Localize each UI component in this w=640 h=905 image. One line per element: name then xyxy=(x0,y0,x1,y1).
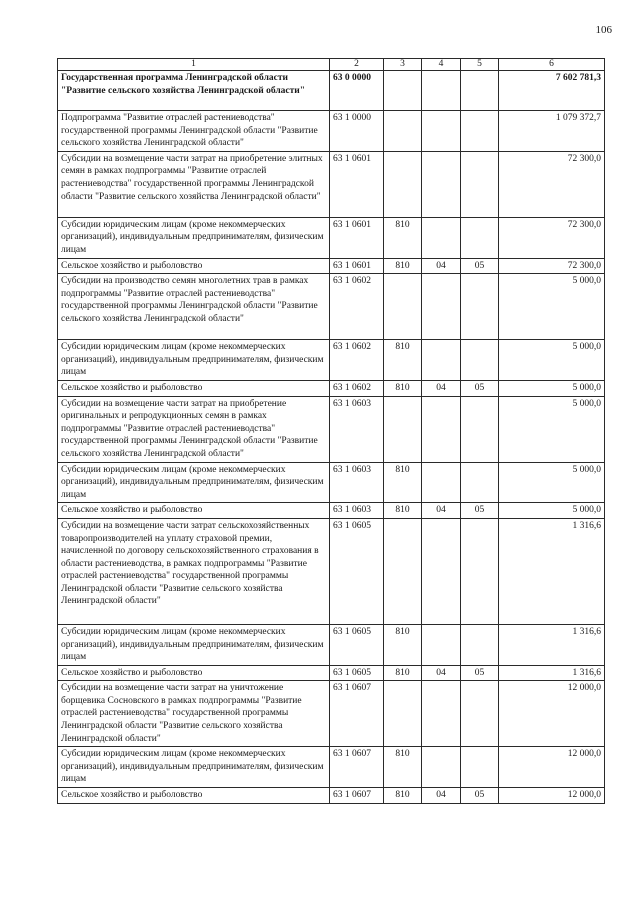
header-row xyxy=(58,59,605,71)
row-rz-cell xyxy=(422,747,461,788)
table-row xyxy=(58,274,605,340)
row-name-cell: Субсидии на возмещение части затрат на приобретение элитных семян в рамках подпрограммы "Развитие отраслей растениеводства" государственной программы Ленинградской области "Развитие сельского хозяйства Ленинградской области" xyxy=(58,151,330,217)
row-code-cell: 63 1 0601 xyxy=(330,217,384,258)
row-pr-cell xyxy=(461,217,499,258)
row-rz-cell: 04 xyxy=(422,788,461,804)
row-vr-cell: 810 xyxy=(384,665,422,681)
row-name-cell: Сельское хозяйство и рыболовство xyxy=(58,665,330,681)
column-header-2: 2 xyxy=(330,59,384,71)
row-code-cell: 63 1 0605 xyxy=(330,624,384,665)
table-header xyxy=(58,59,605,71)
row-rz-cell xyxy=(422,681,461,747)
row-pr-cell xyxy=(461,624,499,665)
row-rz-cell: 04 xyxy=(422,665,461,681)
table-row xyxy=(58,151,605,217)
row-amount-cell: 72 300,0 xyxy=(499,258,605,274)
row-pr-cell xyxy=(461,462,499,503)
row-vr-cell xyxy=(384,396,422,462)
row-rz-cell xyxy=(422,151,461,217)
table-row xyxy=(58,462,605,503)
row-pr-cell xyxy=(461,681,499,747)
page-number: 106 xyxy=(595,24,612,36)
row-name-cell: Субсидии на производство семян многолетних трав в рамках подпрограммы "Развитие отраслей растениеводства" государственной программы Ленинградской области "Развитие сельского хозяйства Ленинградской области" xyxy=(58,274,330,340)
row-pr-cell: 05 xyxy=(461,788,499,804)
row-pr-cell xyxy=(461,111,499,152)
row-name-cell: Подпрограмма "Развитие отраслей растениеводства" государственной программы Ленинградской области "Развитие сельского хозяйства Ленинградской области" xyxy=(58,111,330,152)
row-code-cell: 63 1 0601 xyxy=(330,151,384,217)
row-pr-cell xyxy=(461,747,499,788)
row-vr-cell xyxy=(384,71,422,111)
table-row xyxy=(58,340,605,381)
table-row xyxy=(58,503,605,519)
row-rz-cell xyxy=(422,274,461,340)
row-name-cell: Государственная программа Ленинградской области "Развитие сельского хозяйства Ленинградской области" xyxy=(58,71,330,111)
row-code-cell: 63 0 0000 xyxy=(330,71,384,111)
row-code-cell: 63 1 0605 xyxy=(330,518,384,624)
row-vr-cell: 810 xyxy=(384,462,422,503)
row-name-cell: Субсидии на возмещение части затрат сельскохозяйственных товаропроизводителей на уплату страховой премии, начисленной по договору сельскохозяйственного страхования в области растениеводства, в рамках подпрограммы "Развитие отраслей растениеводства" государственной программы Ленинградской области "Развитие сельского хозяйства Ленинградской области" xyxy=(58,518,330,624)
column-header-5: 5 xyxy=(461,59,499,71)
row-pr-cell: 05 xyxy=(461,258,499,274)
table-row xyxy=(58,111,605,152)
row-code-cell: 63 1 0607 xyxy=(330,681,384,747)
row-pr-cell xyxy=(461,274,499,340)
row-name-cell: Субсидии юридическим лицам (кроме некоммерческих организаций), индивидуальным предпринимателям, физическим лицам xyxy=(58,462,330,503)
row-rz-cell: 04 xyxy=(422,503,461,519)
row-rz-cell xyxy=(422,111,461,152)
row-vr-cell xyxy=(384,151,422,217)
row-code-cell: 63 1 0601 xyxy=(330,258,384,274)
table-body xyxy=(58,71,605,804)
row-name-cell: Сельское хозяйство и рыболовство xyxy=(58,503,330,519)
column-header-3: 3 xyxy=(384,59,422,71)
row-amount-cell: 12 000,0 xyxy=(499,747,605,788)
row-amount-cell: 72 300,0 xyxy=(499,217,605,258)
row-name-cell: Субсидии юридическим лицам (кроме некоммерческих организаций), индивидуальным предпринимателям, физическим лицам xyxy=(58,624,330,665)
row-amount-cell: 5 000,0 xyxy=(499,462,605,503)
row-name-cell: Сельское хозяйство и рыболовство xyxy=(58,380,330,396)
row-amount-cell: 5 000,0 xyxy=(499,503,605,519)
row-pr-cell xyxy=(461,71,499,111)
table-row xyxy=(58,624,605,665)
row-name-cell: Субсидии юридическим лицам (кроме некоммерческих организаций), индивидуальным предпринимателям, физическим лицам xyxy=(58,747,330,788)
row-code-cell: 63 1 0000 xyxy=(330,111,384,152)
table-row xyxy=(58,217,605,258)
table-row xyxy=(58,258,605,274)
row-pr-cell xyxy=(461,340,499,381)
row-rz-cell xyxy=(422,340,461,381)
row-vr-cell: 810 xyxy=(384,788,422,804)
row-code-cell: 63 1 0603 xyxy=(330,503,384,519)
row-rz-cell xyxy=(422,518,461,624)
row-name-cell: Сельское хозяйство и рыболовство xyxy=(58,788,330,804)
row-code-cell: 63 1 0605 xyxy=(330,665,384,681)
row-vr-cell xyxy=(384,681,422,747)
row-vr-cell: 810 xyxy=(384,217,422,258)
row-rz-cell: 04 xyxy=(422,258,461,274)
row-amount-cell: 12 000,0 xyxy=(499,681,605,747)
table-row xyxy=(58,380,605,396)
row-pr-cell xyxy=(461,396,499,462)
row-name-cell: Субсидии юридическим лицам (кроме некоммерческих организаций), индивидуальным предпринимателям, физическим лицам xyxy=(58,217,330,258)
row-vr-cell xyxy=(384,274,422,340)
table-row xyxy=(58,747,605,788)
row-rz-cell: 04 xyxy=(422,380,461,396)
row-pr-cell: 05 xyxy=(461,665,499,681)
row-rz-cell xyxy=(422,624,461,665)
row-code-cell: 63 1 0603 xyxy=(330,462,384,503)
row-name-cell: Субсидии на возмещение части затрат на уничтожение борщевика Сосновского в рамках подпрограммы "Развитие отраслей растениеводства" государственной программы Ленинградской области "Развитие сельского хозяйства Ленинградской области" xyxy=(58,681,330,747)
row-pr-cell: 05 xyxy=(461,380,499,396)
row-rz-cell xyxy=(422,217,461,258)
row-vr-cell: 810 xyxy=(384,503,422,519)
row-pr-cell xyxy=(461,518,499,624)
row-pr-cell: 05 xyxy=(461,503,499,519)
row-code-cell: 63 1 0603 xyxy=(330,396,384,462)
row-amount-cell: 1 316,6 xyxy=(499,518,605,624)
row-amount-cell: 12 000,0 xyxy=(499,788,605,804)
row-rz-cell xyxy=(422,71,461,111)
table-row xyxy=(58,396,605,462)
row-amount-cell: 7 602 781,3 xyxy=(499,71,605,111)
row-vr-cell xyxy=(384,111,422,152)
row-vr-cell xyxy=(384,518,422,624)
row-amount-cell: 5 000,0 xyxy=(499,274,605,340)
row-amount-cell: 5 000,0 xyxy=(499,396,605,462)
row-vr-cell: 810 xyxy=(384,340,422,381)
row-name-cell: Сельское хозяйство и рыболовство xyxy=(58,258,330,274)
row-pr-cell xyxy=(461,151,499,217)
row-code-cell: 63 1 0602 xyxy=(330,340,384,381)
table-row xyxy=(58,681,605,747)
column-header-6: 6 xyxy=(499,59,605,71)
row-amount-cell: 1 316,6 xyxy=(499,624,605,665)
row-amount-cell: 1 079 372,7 xyxy=(499,111,605,152)
row-code-cell: 63 1 0607 xyxy=(330,788,384,804)
budget-table xyxy=(57,58,605,804)
row-name-cell: Субсидии юридическим лицам (кроме некоммерческих организаций), индивидуальным предпринимателям, физическим лицам xyxy=(58,340,330,381)
column-header-4: 4 xyxy=(422,59,461,71)
table-row xyxy=(58,788,605,804)
row-code-cell: 63 1 0602 xyxy=(330,380,384,396)
row-vr-cell: 810 xyxy=(384,380,422,396)
row-amount-cell: 72 300,0 xyxy=(499,151,605,217)
row-name-cell: Субсидии на возмещение части затрат на приобретение оригинальных и репродукционных семян в рамках подпрограммы "Развитие отраслей растениеводства" государственной программы Ленинградской области "Развитие сельского хозяйства Ленинградской области" xyxy=(58,396,330,462)
row-amount-cell: 5 000,0 xyxy=(499,380,605,396)
table-row xyxy=(58,518,605,624)
row-amount-cell: 5 000,0 xyxy=(499,340,605,381)
row-rz-cell xyxy=(422,462,461,503)
table-row xyxy=(58,665,605,681)
row-vr-cell: 810 xyxy=(384,624,422,665)
row-rz-cell xyxy=(422,396,461,462)
column-header-1: 1 xyxy=(58,59,330,71)
row-code-cell: 63 1 0607 xyxy=(330,747,384,788)
row-vr-cell: 810 xyxy=(384,258,422,274)
table-row xyxy=(58,71,605,111)
row-amount-cell: 1 316,6 xyxy=(499,665,605,681)
row-code-cell: 63 1 0602 xyxy=(330,274,384,340)
row-vr-cell: 810 xyxy=(384,747,422,788)
